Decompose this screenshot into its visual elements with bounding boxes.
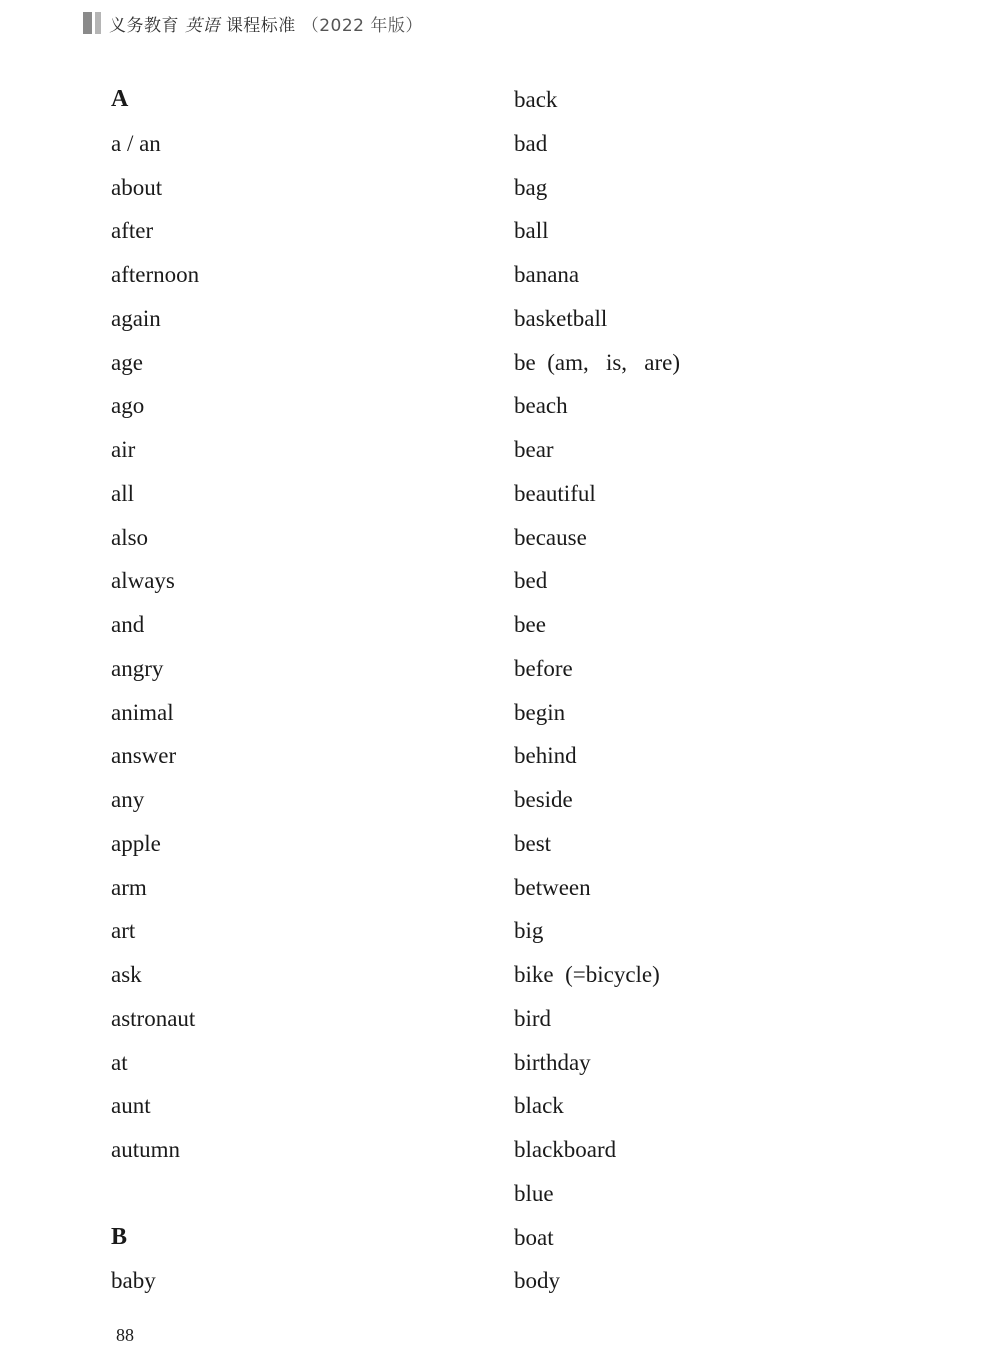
header-title-edition: （2022 年版）: [301, 15, 423, 36]
vocabulary-word: banana: [514, 262, 580, 287]
vocabulary-word: any: [111, 787, 145, 812]
vocabulary-word: apple: [111, 830, 161, 856]
vocabulary-word: again: [111, 305, 161, 331]
vocabulary-word: beautiful: [514, 480, 596, 506]
vocabulary-word: be (am, is, are): [514, 349, 681, 375]
vocabulary-word: body: [514, 1268, 560, 1294]
vocabulary-word: birthday: [514, 1049, 591, 1075]
vocabulary-word: beach: [514, 393, 568, 419]
vocabulary-word: astronaut: [111, 1005, 196, 1031]
vocabulary-word: ago: [111, 393, 145, 419]
word-list-left-column: [111, 78, 471, 1303]
vocabulary-word: bed: [514, 568, 548, 594]
vocabulary-word: ball: [514, 218, 549, 244]
vocabulary-word: about: [111, 174, 163, 200]
vocabulary-word: always: [111, 568, 175, 594]
vocabulary-word: blue: [514, 1180, 554, 1206]
header-bar-marker: [83, 12, 101, 34]
vocabulary-word: air: [111, 437, 136, 462]
vocabulary-word: bike (=bicycle): [514, 962, 660, 987]
vocabulary-word: between: [514, 874, 591, 900]
vocabulary-word: begin: [514, 699, 566, 725]
vocabulary-word: and: [111, 612, 145, 637]
vocabulary-word: a / an: [111, 130, 161, 156]
vocabulary-word: answer: [111, 743, 177, 769]
vocabulary-word: big: [514, 918, 544, 944]
vocabulary-word: basketball: [514, 305, 608, 331]
vocabulary-word: after: [111, 218, 154, 244]
section-letter-heading: B: [111, 1223, 128, 1250]
header-title-subject: 英语: [184, 15, 220, 36]
header-bar-dark: [83, 12, 92, 34]
vocabulary-word: art: [111, 918, 136, 944]
page-number: 88: [116, 1325, 134, 1345]
vocabulary-word: age: [111, 349, 143, 375]
vocabulary-word: bag: [514, 174, 548, 200]
vocabulary-word: baby: [111, 1268, 156, 1294]
vocabulary-word: before: [514, 655, 573, 681]
vocabulary-word: bee: [514, 612, 546, 637]
vocabulary-word: behind: [514, 743, 577, 769]
vocabulary-word: blackboard: [514, 1137, 617, 1162]
section-spacer: [111, 1172, 471, 1216]
vocabulary-word: bird: [514, 1005, 552, 1031]
header-bar-light: [95, 12, 101, 34]
vocabulary-word: all: [111, 480, 134, 506]
vocabulary-word: bad: [514, 130, 548, 156]
vocabulary-word: afternoon: [111, 262, 200, 287]
word-list-right-column: [514, 78, 874, 1303]
vocabulary-word: at: [111, 1049, 128, 1075]
header-title: [109, 11, 423, 36]
vocabulary-word: ask: [111, 962, 142, 987]
section-letter-heading: A: [111, 86, 129, 112]
vocabulary-word: back: [514, 87, 558, 112]
header-title-part1: 义务教育: [109, 15, 179, 36]
vocabulary-word: autumn: [111, 1137, 180, 1162]
vocabulary-word: boat: [514, 1224, 554, 1250]
running-header: [83, 10, 423, 36]
vocabulary-word: angry: [111, 655, 164, 681]
header-title-part2: 课程标准: [225, 15, 296, 36]
vocabulary-word: animal: [111, 699, 174, 725]
vocabulary-word: aunt: [111, 1093, 151, 1119]
vocabulary-word: black: [514, 1093, 564, 1119]
vocabulary-word: beside: [514, 787, 573, 812]
vocabulary-word: bear: [514, 437, 554, 462]
vocabulary-word: also: [111, 524, 149, 550]
vocabulary-word: best: [514, 830, 552, 856]
vocabulary-word: arm: [111, 874, 147, 900]
vocabulary-word: because: [514, 524, 587, 550]
